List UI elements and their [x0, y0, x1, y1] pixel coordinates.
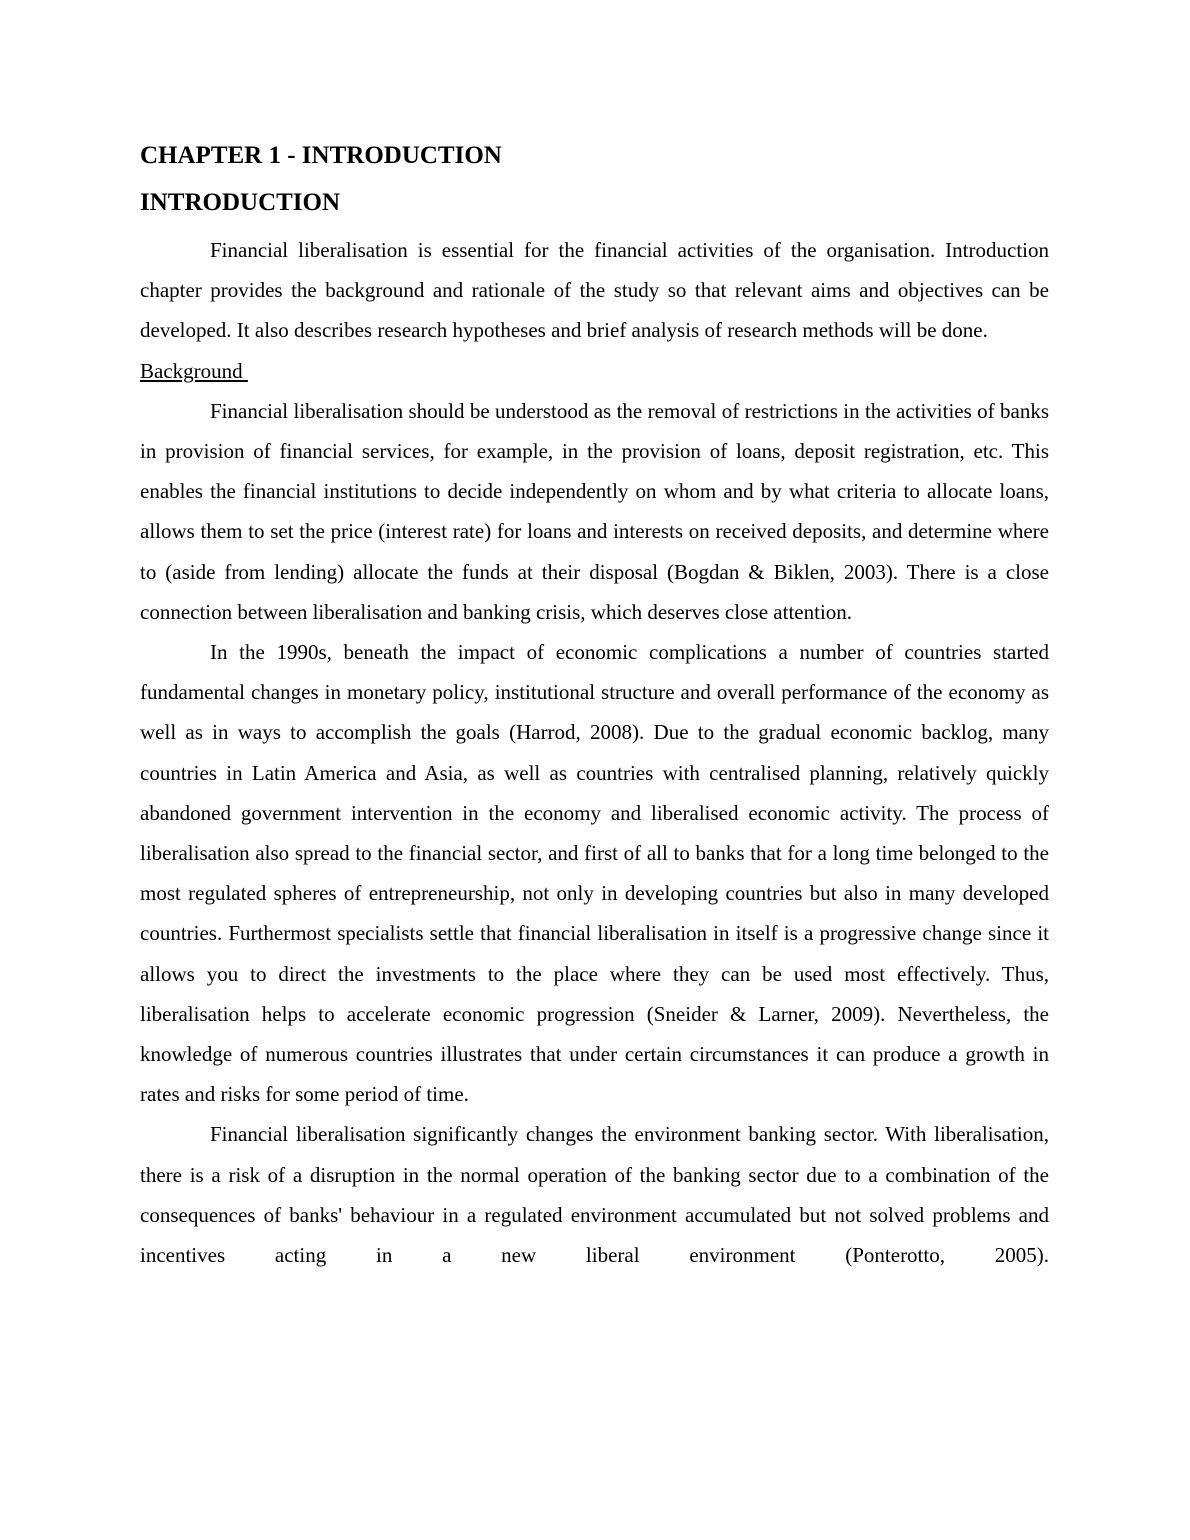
body-paragraph-2: In the 1990s, beneath the impact of economic complications a number of countries started fundamental changes in monetary policy, institutional structure and overall performance of the economy as well as in ways to accomplish the goals (Harrod, 2008). Due to the gradual economic backlog, many countries in Latin America and Asia, as well as countries with centralised planning, relatively quickly abandoned government intervention in the economy and liberalised economic activity. The process of liberalisation also spread to the financial sector, and first of all to banks that for a long time belonged to the most regulated spheres of entrepreneurship, not only in developing countries but also in many developed countries. Furthermost specialists settle that financial liberalisation in itself is a progressive change since it allows you to direct the investments to the place where they can be used most effectively. Thus, liberalisation helps to accelerate economic progression (Sneider & Larner, 2009). Nevertheless, the knowledge of numerous countries illustrates that under certain circumstances it can produce a growth in rates and risks for some period of time. [140, 640, 1049, 1107]
chapter-title: CHAPTER 1 - INTRODUCTION [140, 142, 502, 169]
background-heading [140, 351, 1049, 391]
background-heading-text: Background [140, 358, 248, 383]
body-paragraph-3: Financial liberalisation significantly changes the environment banking sector. With liberalisation, there is a risk of a disruption in the normal operation of the banking sector due to a combination of the consequences of banks' behaviour in a regulated environment accumulated but not solved problems and incentives acting in a new liberal environment (Ponterotto, 2005). [140, 1122, 1049, 1268]
intro-paragraph: Financial liberalisation is essential for the financial activities of the organisation. Introduction chapter provides the background and rationale of the study so that relevant aims and objectives can be developed. It also describes research hypotheses and brief analysis of research methods will be done. [140, 238, 1049, 343]
section-title: INTRODUCTION [140, 189, 341, 216]
body-paragraph-1: Financial liberalisation should be understood as the removal of restrictions in the activities of banks in provision of financial services, for example, in the provision of loans, deposit registration, etc. This enables the financial institutions to decide independently on whom and by what criteria to allocate loans, allows them to set the price (interest rate) for loans and interests on received deposits, and determine where to (aside from lending) allocate the funds at their disposal (Bogdan & Biklen, 2003). There is a close connection between liberalisation and banking crisis, which deserves close attention. [140, 398, 1049, 624]
document-page [140, 138, 1049, 1275]
